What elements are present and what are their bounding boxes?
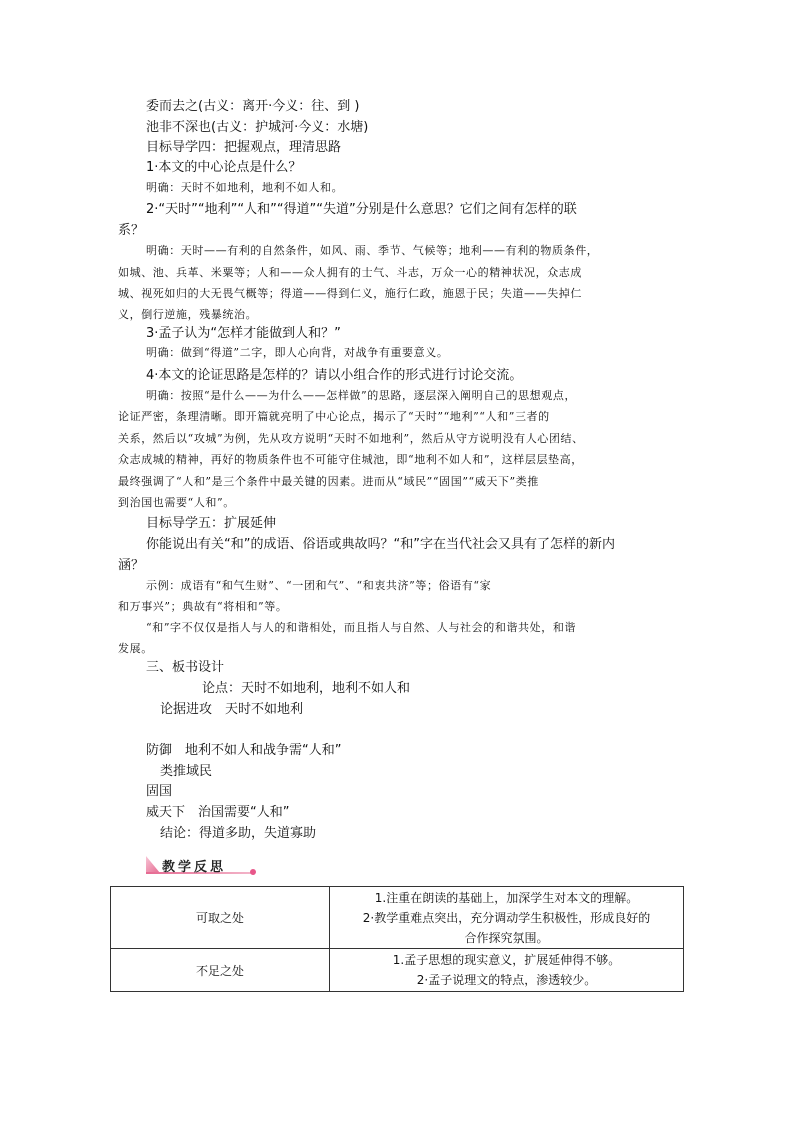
line-17: 关系，然后以“攻城”为例，先从攻方说明“天时不如地利”，然后从守方说明没有人心团结、 — [118, 432, 584, 445]
line-25: 和万事兴”；典故有“将相和”等。 — [118, 600, 288, 613]
line-23: 涵？ — [118, 558, 145, 573]
line-15: 明确：按照“是什么——为什么——怎样做”的思路，逐层深入阐明自己的思想观点， — [146, 389, 577, 402]
row-content — [330, 887, 684, 949]
line-8: 明确：天时——有利的自然条件，如风、雨、季节、气候等；地利——有利的物质条件， — [146, 244, 599, 257]
line-27: 发展。 — [118, 642, 153, 655]
reflection-table — [110, 886, 684, 992]
line-11: 义，倒行逆施，残暴统治。 — [118, 308, 258, 321]
line-2: 池非不深也(古义：护城河·今义：水塘) — [146, 120, 369, 135]
line-21: 目标导学五：扩展延伸 — [146, 516, 277, 531]
row-content — [330, 949, 684, 992]
line-3: 目标导学四：把握观点，理清思路 — [146, 140, 342, 155]
line-26: “和”字不仅仅是指人与人的和谐相处，而且指人与自然、人与社会的和谐共处，和谐 — [146, 621, 577, 634]
line-24: 示例：成语有“和气生财”、“一团和气”、“和衷共济”等；俗语有“家 — [146, 579, 492, 592]
row-label: 可取之处 — [111, 887, 330, 949]
line-14: 4·本文的论证思路是怎样的？请以小组合作的形式进行讨论交流。 — [146, 368, 523, 383]
row-item: 1.孟子思想的现实意义，扩展延伸得不够。 — [392, 953, 621, 967]
reflection-heading — [146, 856, 261, 876]
line-34: 威天下 治国需要“人和” — [146, 805, 290, 820]
line-13: 明确：做到“得道”二字，即人心向背，对战争有重要意义。 — [146, 346, 449, 359]
row-item: 2·教学重难点突出，充分调动学生积极性，形成良好的 — [362, 910, 651, 925]
line-35: 结论：得道多助，失道寡助 — [160, 826, 317, 841]
line-19: 最终强调了“人和”是三个条件中最关键的因素。进而从“域民”“固国”“威天下”类推 — [118, 475, 539, 488]
reflection-heading-text: 教学反思 — [162, 860, 227, 875]
row-item: 合作探究氛围。 — [464, 930, 549, 945]
line-31: 防御 地利不如人和战争需“人和” — [146, 743, 342, 758]
heading-dot — [250, 869, 256, 875]
line-33: 固国 — [146, 784, 173, 799]
line-9: 如城、池、兵革、米粟等；人和——众人拥有的士气、斗志，万众一心的精神状况，众志成 — [118, 266, 582, 279]
line-29: 论点：天时不如地利，地利不如人和 — [202, 681, 411, 696]
line-12: 3·孟子认为“怎样才能做到人和？” — [146, 326, 341, 341]
line-20: 到治国也需要“人和”。 — [118, 496, 235, 509]
line-6: 2·“天时”“地利”“人和”“得道”“失道”分别是什么意思？它们之间有怎样的联 — [146, 202, 577, 217]
line-16: 论证严密，条理清晰。即开篇就亮明了中心论点，揭示了“天时”“地利”“人和”三者的 — [118, 410, 550, 423]
line-5: 明确：天时不如地利，地利不如人和。 — [146, 181, 344, 194]
line-1: 委而去之(古义：离开·今义：往、到 ) — [146, 99, 360, 114]
table-row — [111, 949, 684, 992]
row-label: 不足之处 — [111, 949, 330, 992]
heading-decoration — [146, 856, 160, 873]
line-18: 众志成城的精神，再好的物质条件也不可能守住城池，即“地利不如人和”，这样层层垫高， — [118, 453, 583, 466]
line-30: 论据进攻 天时不如地利 — [160, 702, 304, 717]
line-10: 城、视死如归的大无畏气概等；得道——得到仁义，施行仁政，施恩于民；失道——失掉仁 — [118, 287, 582, 300]
table-row — [111, 887, 684, 949]
line-28: 三、板书设计 — [146, 660, 225, 675]
row-item: 1.注重在朗读的基础上，加深学生对本文的理解。 — [374, 890, 639, 905]
line-4: 1·本文的中心论点是什么？ — [146, 160, 302, 175]
line-22: 你能说出有关“和”的成语、俗语或典故吗？“和”字在当代社会又具有了怎样的新内 — [146, 537, 615, 552]
row-item: 2·孟子说理文的特点，渗透较少。 — [416, 973, 597, 987]
line-32: 类推域民 — [160, 764, 213, 779]
line-7: 系？ — [118, 223, 145, 238]
